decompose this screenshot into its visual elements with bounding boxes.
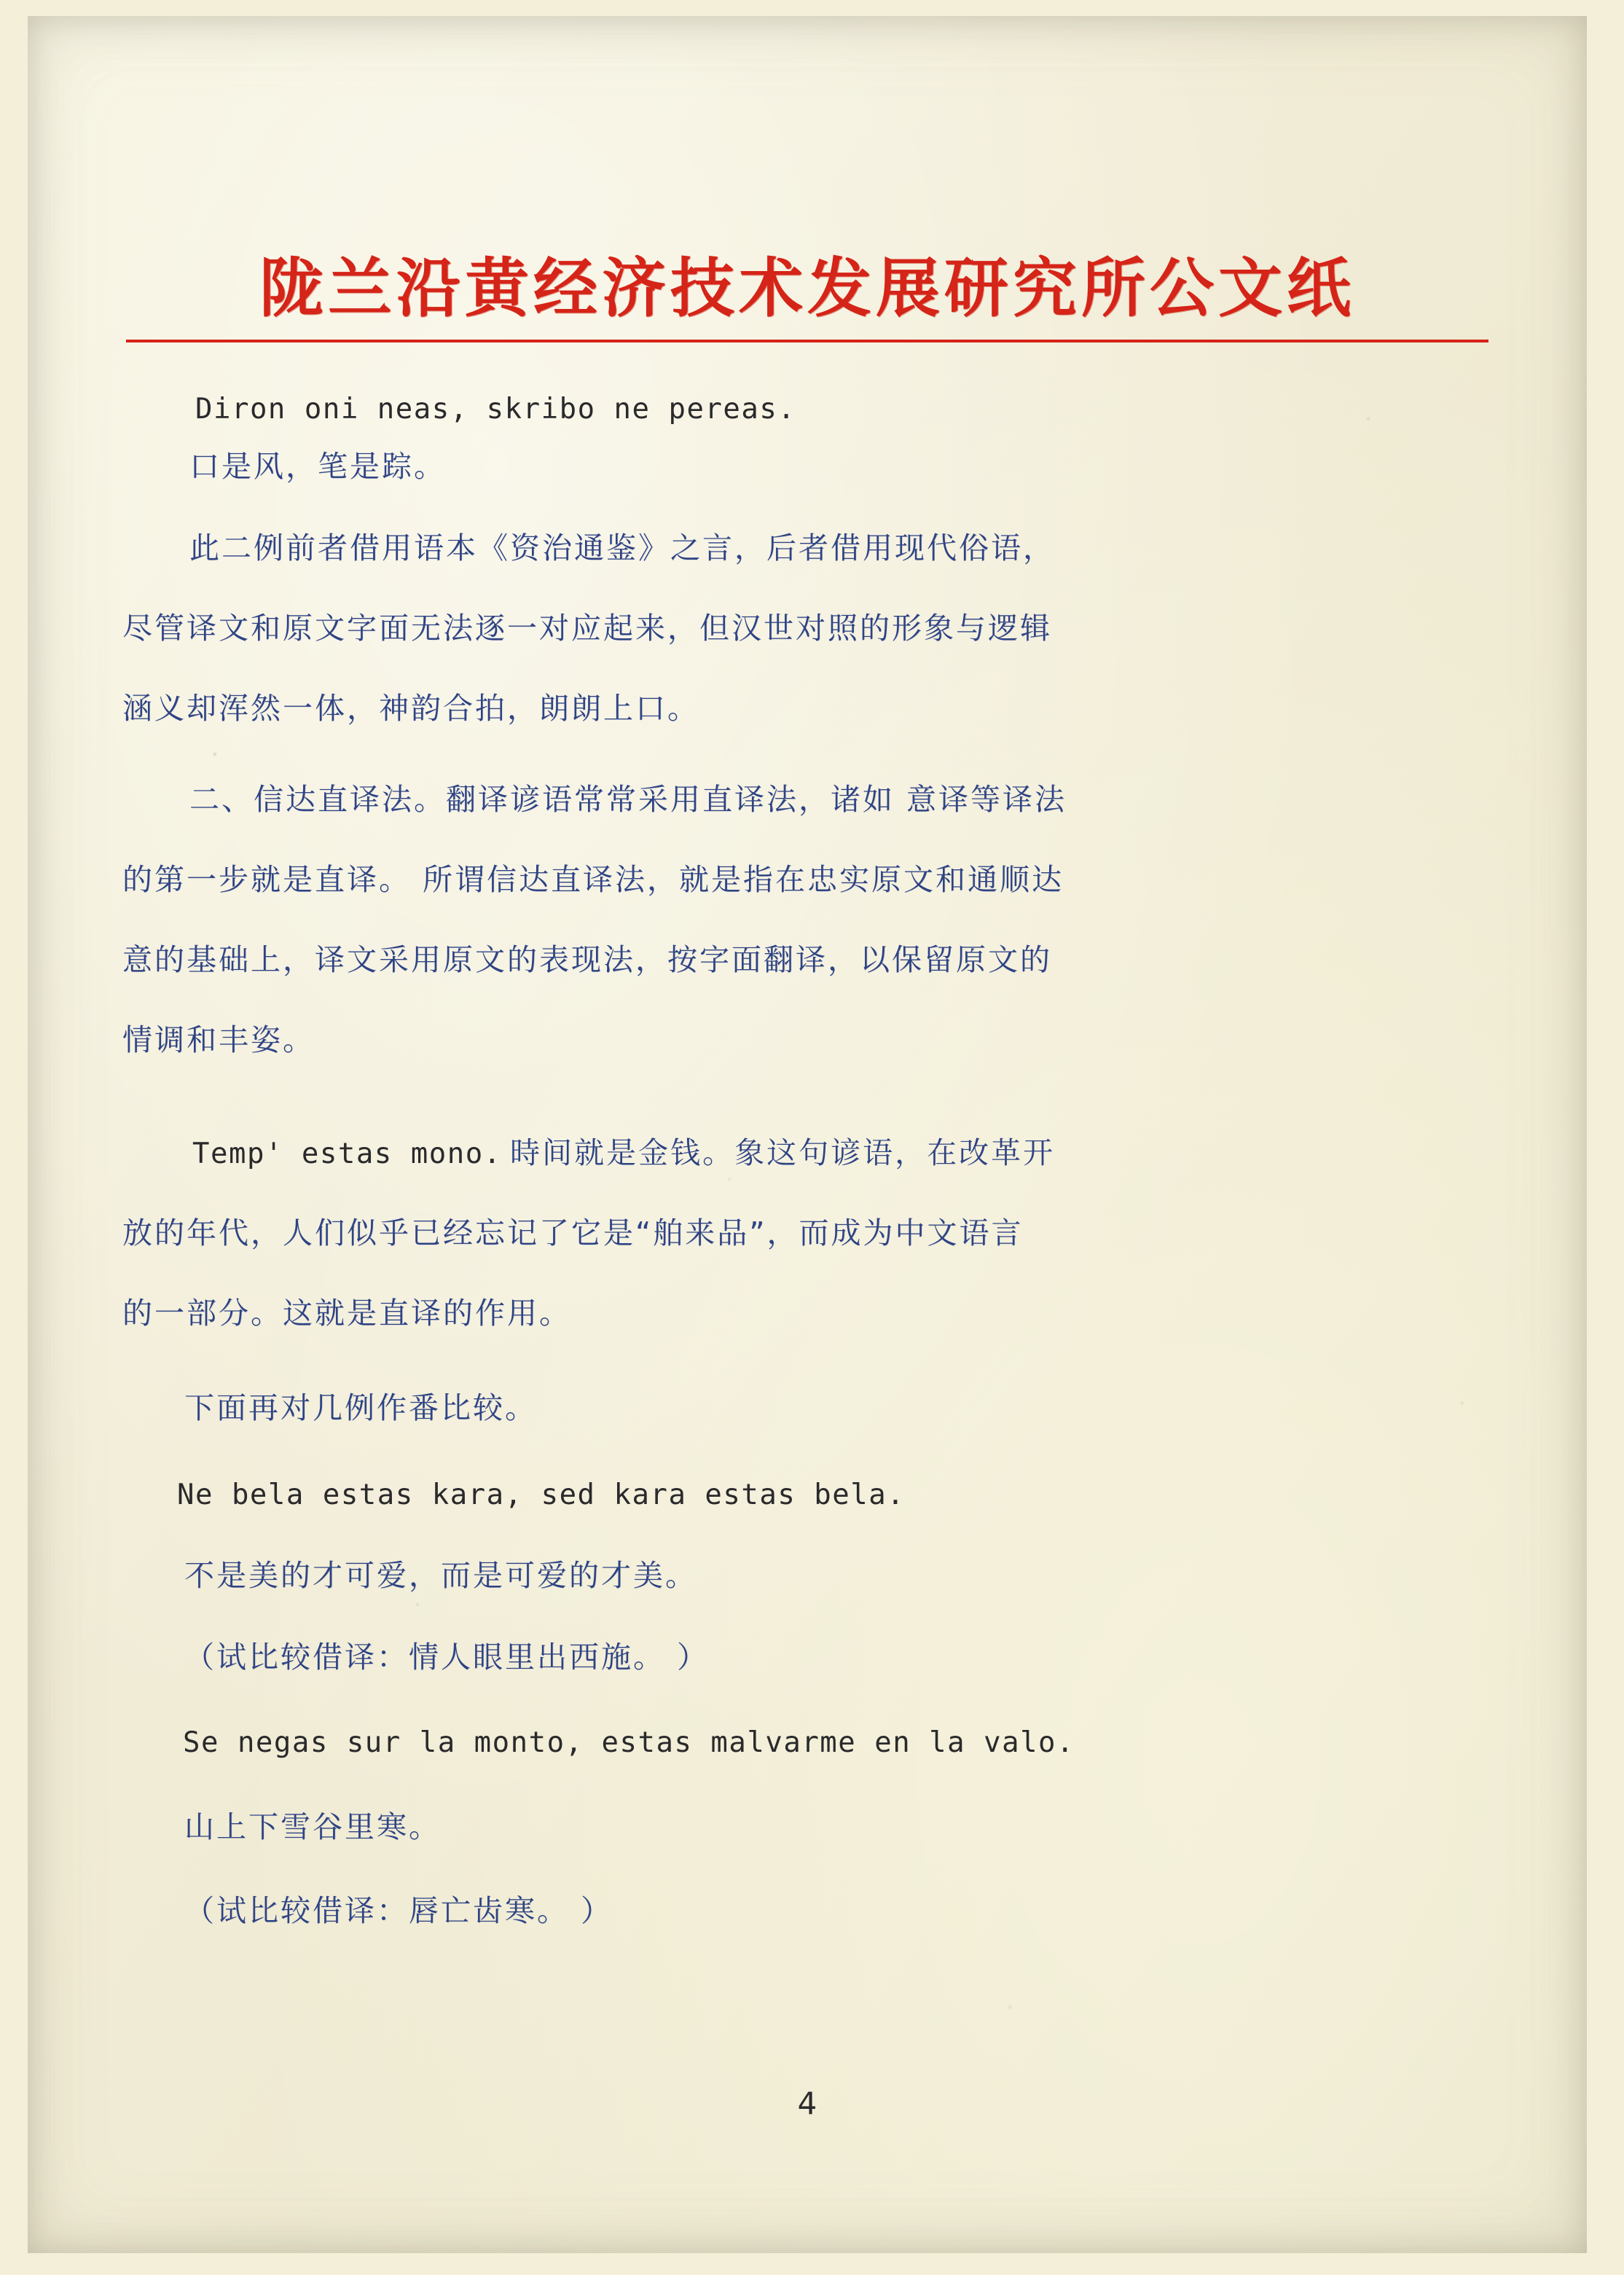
page-number: 4 [797, 2086, 817, 2121]
text-line: 二、信达直译法。翻译谚语常常采用直译法，诸如 意译等译法 [189, 782, 1067, 817]
text-line: （试比较借译：情人眼里出西施。 ） [184, 1640, 710, 1675]
text-line: 山上下雪谷里寒。 [184, 1809, 441, 1844]
paper-sheet [28, 16, 1587, 2253]
letterhead-title: 陇兰沿黄经济技术发展研究所公文纸 [259, 251, 1355, 326]
text-line: 此二例前者借用语本《资治通鉴》之言，后者借用现代俗语， [189, 530, 1055, 565]
text-line: Diron oni neas, skribo ne pereas. [195, 393, 796, 426]
text-line: 口是风，笔是踪。 [189, 449, 446, 484]
text-line: 的一部分。这就是直译的作用。 [122, 1296, 571, 1331]
text-line: Se negas sur la monto, estas malvarme en la valo. [183, 1726, 1075, 1759]
text-line: Ne bela estas kara, sed kara estas bela. [177, 1479, 906, 1511]
text-line: 涵义却浑然一体，神韵合拍，朗朗上口。 [122, 691, 699, 726]
text-line: 情调和丰姿。 [122, 1022, 315, 1057]
letterhead-divider [126, 340, 1488, 342]
text-line: 放的年代，人们似乎已经忘记了它是“舶来品”，而成为中文语言 [122, 1215, 1024, 1250]
text-line: 的第一步就是直译。 所谓信达直译法，就是指在忠实原文和通顺达 [122, 862, 1064, 897]
text-line: （试比较借译：唇亡齿寒。 ） [184, 1893, 613, 1928]
text-run-latin: Temp' estas mono. [192, 1138, 502, 1170]
text-line [192, 1135, 1056, 1170]
text-line: 尽管译文和原文字面无法逐一对应起来，但汉世对照的形象与逻辑 [122, 611, 1052, 646]
text-line: 意的基础上，译文采用原文的表现法，按字面翻译，以保留原文的 [122, 942, 1052, 977]
text-line: 下面再对几例作番比较。 [184, 1390, 537, 1425]
text-line: 不是美的才可爱，而是可爱的才美。 [184, 1558, 697, 1593]
text-run-chinese: 時间就是金钱。象这句谚语，在改革开 [510, 1135, 1056, 1170]
letterhead [28, 251, 1587, 342]
